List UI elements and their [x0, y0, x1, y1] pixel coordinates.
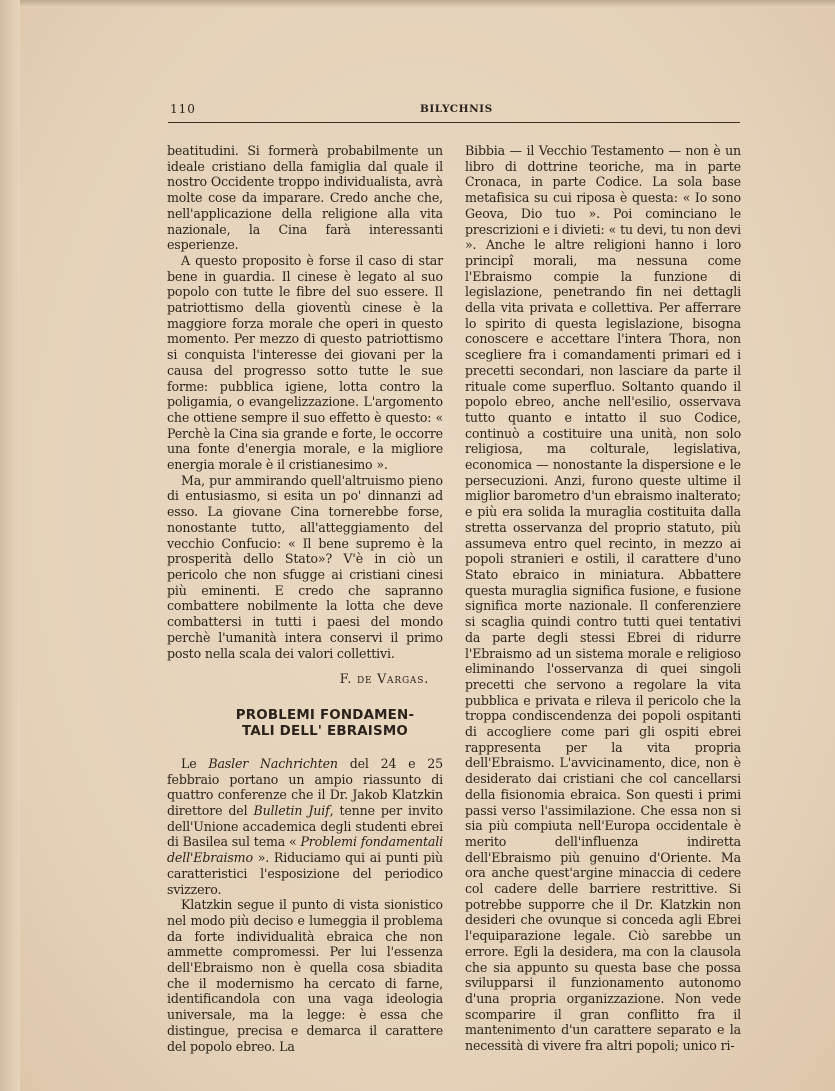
- text-run: del 24 e 25 febbraio portano un ampio riassunto di quattro conferenze che il Dr. Jakob Klatzkin direttore del: [167, 755, 443, 819]
- page-binding-edge: [0, 0, 20, 1091]
- paragraph: Bibbia — il Vecchio Testamento — non è un libro di dottrine teoriche, ma in parte Cronaca, in parte Codice. La sola base metafisica su cui riposa è questa: « Io sono Geova, Dio tuo ». Poi cominciano le prescrizioni e i divieti: « tu devi, tu non devi ». Anche le altre religioni hanno i loro principî morali, ma nessuna come l'Ebraismo compie la funzione di legislazione, penetrando fin nei dettagli della vita privata e collettiva. Per afferrare lo spirito di questa legislazione, bisogna conoscere e accettare l'intera Thora, non scegliere fra i comandamenti primari ed i precetti secondari, non lasciare da parte il rituale come superfluo. Soltanto quando il popolo ebreo, anche nell'esilio, osservava tutto quanto e intatto il suo Codice, continuò a costituire una unità, non solo religiosa, ma colturale, legislativa, economica — nonostante la dispersione e le persecuzioni. Anzi, furono queste ultime il miglior barometro d'un ebraismo inalterato; e più era solida la muraglia costituita dalla stretta osservanza del proprio statuto, più assumeva entro quel recinto, in mezzo ai popoli stranieri e ostili, il carattere d'uno Stato ebraico in miniatura. Abbattere questa muraglia significa fusione, e fusione significa morte nazionale. Il conferenziere si scaglia quindi contro tutti quei tentativi da parte degli stessi Ebrei di ridurre l'Ebraismo ad un sistema morale e religioso eliminando l'osservanza di quei singoli precetti che servono a regolare la vita pubblica e privata e rileva il pericolo che la troppa condiscendenza dei popoli ospitanti di accogliere come pari gli ospiti ebrei rappresenta per la vita propria dell'Ebraismo. L'avvicinamento, dice, non è desiderato dai cristiani che col cancellarsi della fisionomia ebraica. Son questi i primi passi verso l'assimilazione. Che essa non si sia più compiuta nell'Europa occidentale è merito dell'influenza indiretta dell'Ebraismo più genuino d'Oriente. Ma ora anche quest'argine minaccia di cedere col cadere delle barriere restrittive. Si potrebbe supporre che il Dr. Klatzkin non desideri che ovunque si conceda agli Ebrei l'equiparazione legale. Ciò sarebbe un errore. Egli la desidera, ma con la clausola che sia appunto su questa base che possa svilupparsi il funzionamento autonomo d'una propria organizzazione. Non vede scomparire il gran conflitto fra il mantenimento d'un carattere separato e la necessità di vivere fra altri popoli; unico ri-: [465, 143, 741, 1054]
- italic-title: Basler Nachrichten: [208, 755, 338, 771]
- header-rule: [168, 122, 740, 123]
- section-heading-line: TALI DELL' EBRAISMO: [242, 723, 408, 739]
- left-column: [167, 143, 443, 1054]
- page-top-edge: [0, 0, 835, 8]
- italic-title: Problemi fondamentali dell'Ebraismo: [167, 834, 443, 866]
- paragraph: [167, 756, 443, 897]
- italic-title: Bulletin Juif: [253, 803, 330, 819]
- paragraph: A questo proposito è forse il caso di star bene in guardia. Il cinese è legato al suo popolo con tutte le fibre del suo essere. Il patriottismo della gioventù cinese è la maggiore forza morale che operi in questo momento. Per mezzo di questo patriottismo si conquista l'interesse dei giovani per la causa del progresso sotto tutte le sue forme: pubblica igiene, lotta contro la poligamia, o evangelizzazione. L'argomento che ottiene sempre il suo effetto è questo: « Perchè la Cina sia grande e forte, le occorre una fonte d'energia morale, e la migliore energia morale è il cristianesimo ».: [167, 252, 443, 473]
- right-column: [465, 143, 741, 1054]
- paragraph: beatitudini. Si formerà probabilmente un ideale cristiano della famiglia dal quale il nostro Occidente troppo individualista, avrà molte cose da imparare. Credo anche che, nell'applicazione della religione alla vita nazionale, la Cina farà interessanti esperienze.: [167, 143, 443, 253]
- section-heading: [167, 708, 443, 740]
- page-number: 110: [170, 102, 196, 116]
- section-heading-line: PROBLEMI FONDAMEN-: [235, 707, 415, 723]
- running-title: BILYCHNIS: [420, 103, 493, 115]
- text-run: , tenne per invito dell'Unione accademica degli studenti ebrei di Basilea sul tema «: [167, 803, 443, 850]
- running-header: [170, 102, 740, 120]
- text-run: ». Riduciamo qui ai punti più caratteristici l'esposizione del periodico svizzero.: [167, 850, 443, 897]
- text-run: Le: [181, 755, 209, 771]
- paragraph: Klatzkin segue il punto di vista sionistico nel modo più deciso e lumeggia il problema da forte individualità ebraica che non ammette compromessi. Per lui l'essenza dell'Ebraismo non è quella cosa sbiadita che il modernismo ha cercato di farne, identificandola con una vaga ideologia universale, ma la legge: è essa che distingue, precisa e demarca il carattere del popolo ebreo. La: [167, 897, 443, 1054]
- author-signature: F. de Vargas.: [339, 671, 429, 687]
- paragraph: Ma, pur ammirando quell'altruismo pieno di entusiasmo, si esita un po' dinnanzi ad esso. La giovane Cina tornerebbe forse, nonostante tutto, all'atteggiamento del vecchio Confucio: « Il bene supremo è la prosperità dello Stato»? V'è in ciò un pericolo che non sfugge ai cristiani cinesi più eminenti. E credo che sapranno combattere nobilmente la lotta che deve combattersi in tutti i paesi del mondo perchè l'umanità intera conservi il primo posto nella scala dei valori collettivi.: [167, 472, 443, 661]
